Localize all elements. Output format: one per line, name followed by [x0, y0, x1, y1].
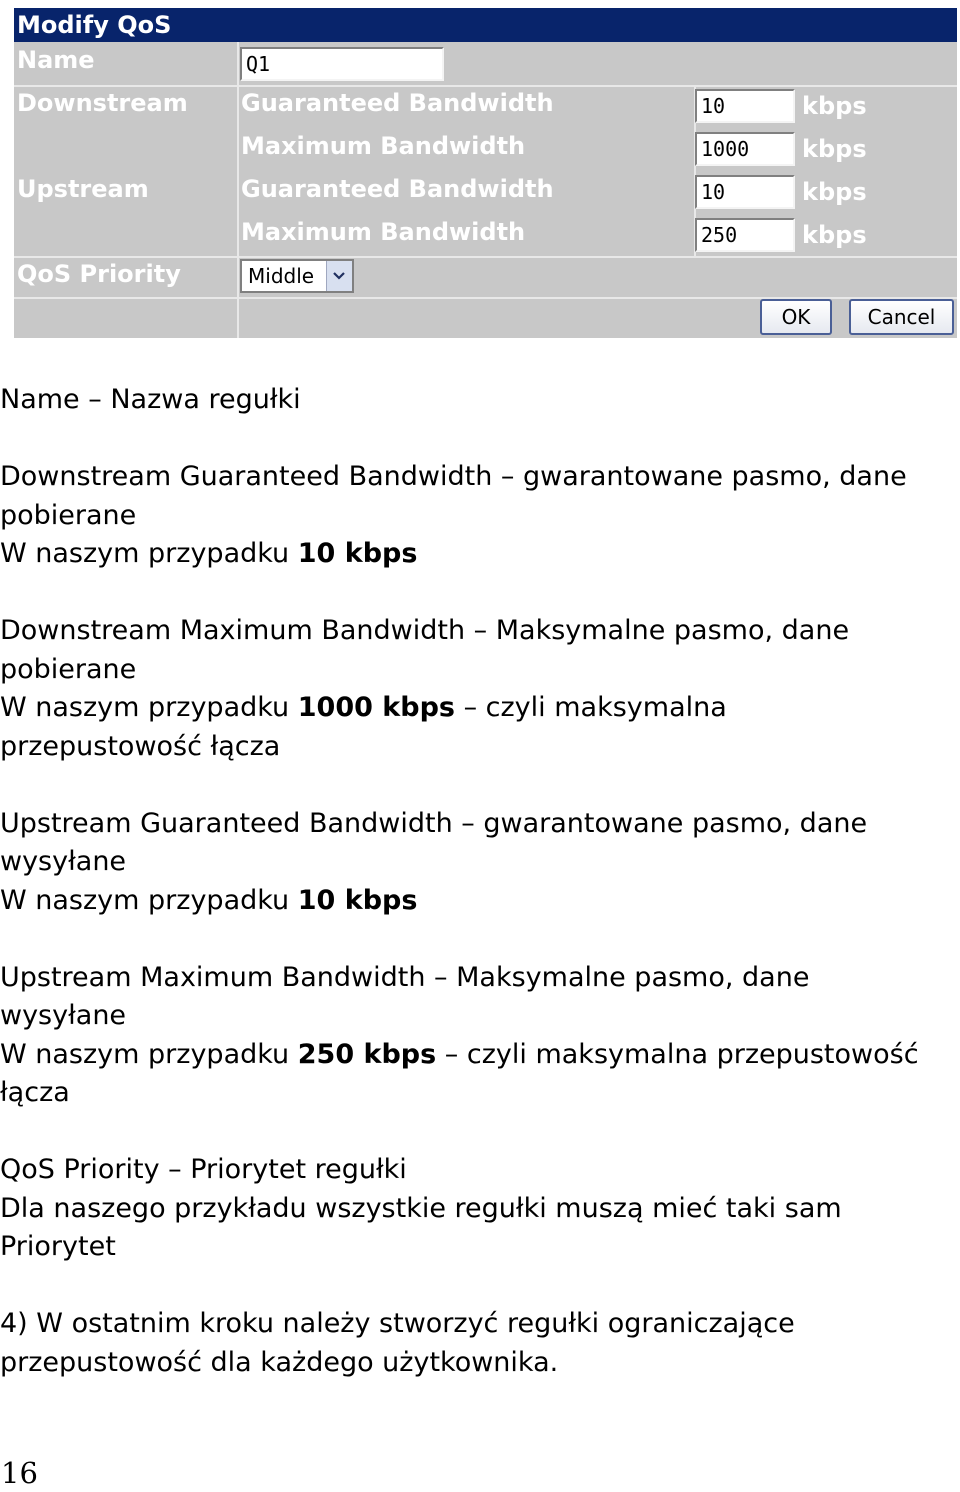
downstream-label: Downstream: [17, 89, 188, 117]
text-span: – czyli maksymalna: [455, 692, 727, 723]
paragraph-upstream-maximum: [0, 959, 960, 1113]
qos-priority-label: QoS Priority: [17, 260, 181, 288]
downstream-maximum-unit: kbps: [802, 135, 867, 163]
text-line: przepustowość dla każdego użytkownika.: [0, 1346, 559, 1378]
text-line: 4) W ostatnim kroku należy stworzyć regułki ograniczające: [0, 1308, 795, 1339]
qos-priority-select[interactable]: [240, 259, 354, 293]
upstream-maximum-unit: kbps: [802, 221, 867, 249]
text-line: [0, 689, 960, 728]
qos-priority-value: Middle: [248, 264, 315, 288]
text-line: [0, 535, 960, 574]
upstream-label: Upstream: [17, 175, 149, 203]
value-bold: 10 kbps: [297, 884, 418, 916]
upstream-guaranteed-label: Guaranteed Bandwidth: [241, 175, 554, 203]
text-line: Name – Nazwa regułki: [0, 384, 301, 415]
ok-button[interactable]: OK: [760, 299, 832, 335]
text-line: [0, 882, 960, 921]
text-span: W naszym przypadku: [0, 538, 298, 569]
text-line: wysyłane: [0, 1000, 127, 1031]
paragraph-upstream-guaranteed: [0, 805, 960, 921]
text-line: Upstream Guaranteed Bandwidth – gwarantowane pasmo, dane: [0, 807, 868, 839]
value-bold: 250 kbps: [297, 1038, 437, 1070]
text-line: wysyłane: [0, 846, 127, 877]
text-span: W naszym przypadku: [0, 884, 298, 916]
downstream-guaranteed-unit: kbps: [802, 92, 867, 120]
paragraph-step-4: [0, 1305, 960, 1382]
value-bold: 10 kbps: [297, 538, 418, 569]
downstream-guaranteed-label: Guaranteed Bandwidth: [241, 89, 554, 117]
text-line: Dla naszego przykładu wszystkie regułki muszą mieć taki sam: [0, 1192, 842, 1224]
modify-qos-panel: [14, 8, 957, 338]
downstream-guaranteed-input[interactable]: 10: [695, 89, 795, 123]
name-input[interactable]: Q1: [240, 47, 444, 81]
page-number: 16: [1, 1456, 38, 1490]
downstream-maximum-input[interactable]: 1000: [695, 132, 795, 166]
upstream-guaranteed-unit: kbps: [802, 178, 867, 206]
cancel-button[interactable]: Cancel: [849, 299, 954, 335]
text-span: – czyli maksymalna przepustowość: [436, 1038, 919, 1070]
chevron-down-icon: [333, 271, 345, 281]
text-line: Priorytet: [0, 1231, 116, 1262]
grid-divider: [14, 256, 957, 258]
text-line: Downstream Maximum Bandwidth – Maksymalne pasmo, dane: [0, 615, 850, 646]
document-body: [0, 381, 960, 1382]
paragraph-qos-priority: [0, 1151, 960, 1267]
paragraph-downstream-guaranteed: [0, 458, 960, 574]
text-line: [0, 1036, 960, 1075]
text-span: W naszym przypadku: [0, 692, 298, 723]
text-span: W naszym przypadku: [0, 1038, 298, 1070]
grid-divider: [14, 85, 957, 87]
text-line: pobierane: [0, 653, 137, 685]
text-line: QoS Priority – Priorytet regułki: [0, 1154, 407, 1185]
value-bold: 1000 kbps: [297, 692, 455, 723]
text-line: Upstream Maximum Bandwidth – Maksymalne pasmo, dane: [0, 961, 810, 993]
text-line: łącza: [0, 1077, 70, 1108]
paragraph-name: [0, 381, 960, 420]
text-line: przepustowość łącza: [0, 730, 281, 762]
text-line: pobierane: [0, 499, 137, 531]
paragraph-downstream-maximum: [0, 612, 960, 766]
dropdown-arrow-button[interactable]: [326, 261, 352, 291]
name-label: Name: [17, 46, 95, 74]
downstream-maximum-label: Maximum Bandwidth: [241, 132, 526, 160]
upstream-guaranteed-input[interactable]: 10: [695, 175, 795, 209]
upstream-maximum-label: Maximum Bandwidth: [241, 218, 526, 246]
text-line: Downstream Guaranteed Bandwidth – gwarantowane pasmo, dane: [0, 461, 907, 492]
upstream-maximum-input[interactable]: 250: [695, 218, 795, 252]
panel-title: Modify QoS: [14, 8, 957, 42]
